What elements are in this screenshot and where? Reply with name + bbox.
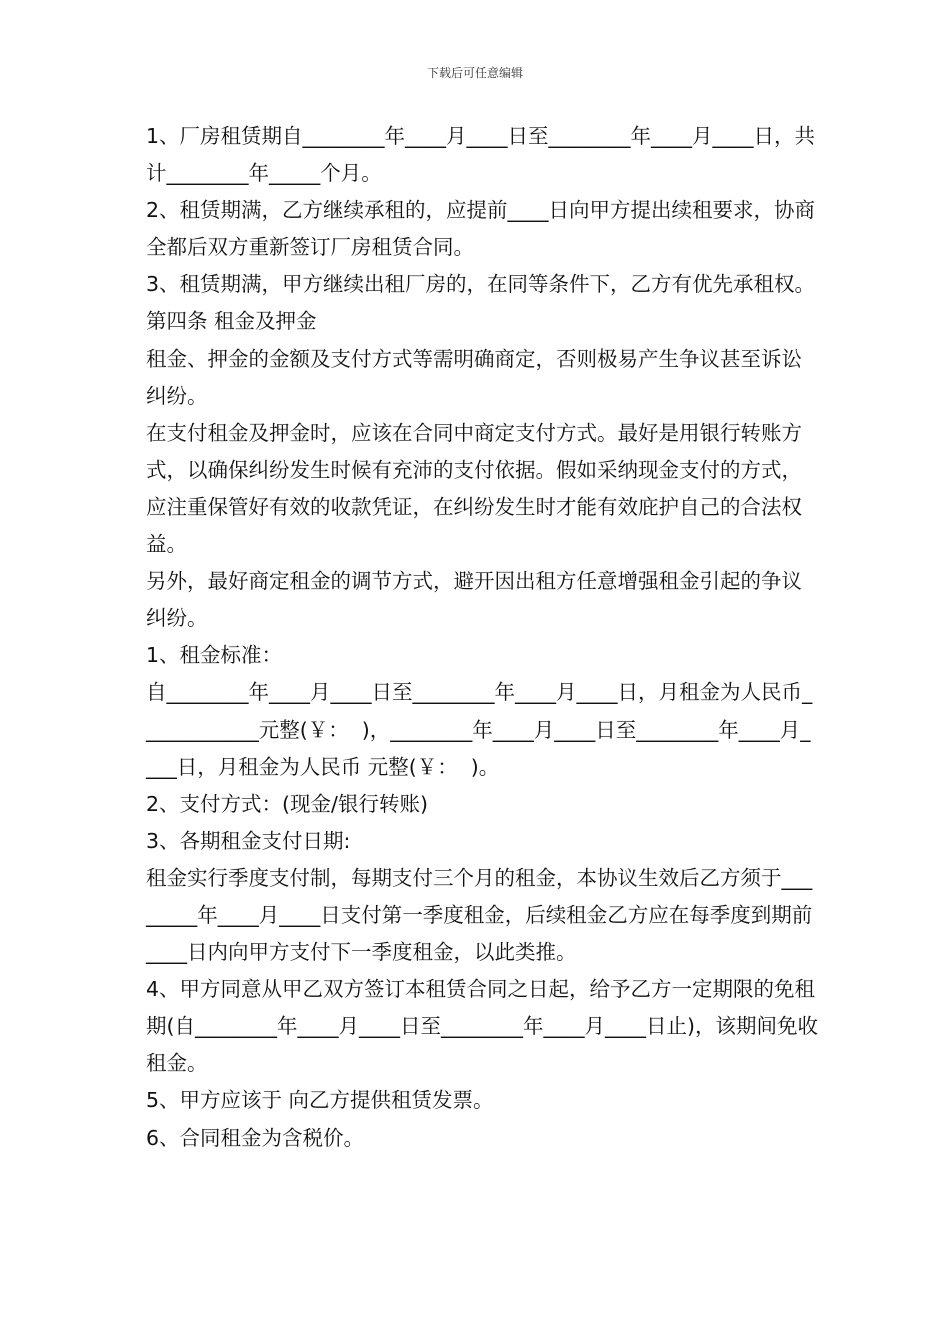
section-heading-article-4: 第四条 租金及押金 [146,309,317,334]
document-body [146,118,818,1157]
paragraph-lease-term: 1、厂房租赁期自________年____月____日至________年____月____日，共计________年_____个月。 [146,124,816,186]
paragraph-rent-adjustment: 另外，最好商定租金的调节方式，避开因出租方任意增强租金引起的争议纠纷。 [146,569,802,631]
paragraph-tax-inclusive: 6、合同租金为含税价。 [146,1125,365,1150]
paragraph-rent-standard: 自________年____月____日至________年____月____日，月租金为人民币____________元整(￥： )，________年____月____日至________年____月____日，月租金为人民币 元整(￥： )。 [146,680,813,779]
paragraph-quarterly-payment: 租金实行季度支付制，每期支付三个月的租金，本协议生效后乙方须于________年____月____日支付第一季度租金，后续租金乙方应在每季度到期前____日内向甲方支付下一季度租金，以此类推。 [146,865,813,965]
paragraph-renewal: 2、租赁期满，乙方继续承租的，应提前____日向甲方提出续租要求，协商全都后双方重新签订厂房租赁合同。 [146,198,816,260]
paragraph-payment-dates-heading: 3、各期租金支付日期: [146,828,351,853]
paragraph-priority-right: 3、租赁期满，甲方继续出租厂房的，在同等条件下，乙方有优先承租权。 [146,272,816,297]
paragraph-rent-standard-heading: 1、租金标准： [146,643,283,668]
paragraph-invoice: 5、甲方应该于 向乙方提供租赁发票。 [146,1088,494,1113]
paragraph-payment-method-advice: 在支付租金及押金时，应该在合同中商定支付方式。最好是用银行转账方式，以确保纠纷发生时候有充沛的支付依据。假如采纳现金支付的方式，应注重保管好有效的收款凭证，在纠纷发生时才能有效庇护自己的合法权益。 [146,420,802,557]
paragraph-payment-method: 2、支付方式：(现金/银行转账) [146,791,428,816]
page-header: 下载后可任意编辑 [426,66,523,80]
paragraph-rent-deposit-intro: 租金、押金的金额及支付方式等需明确商定，否则极易产生争议甚至诉讼纠纷。 [146,346,802,408]
paragraph-rent-free-period: 4、甲方同意从甲乙双方签订本租赁合同之日起，给予乙方一定期限的免租期(自________年____月____日至________年____月____日止)，该期间免收租金。 [146,977,818,1076]
